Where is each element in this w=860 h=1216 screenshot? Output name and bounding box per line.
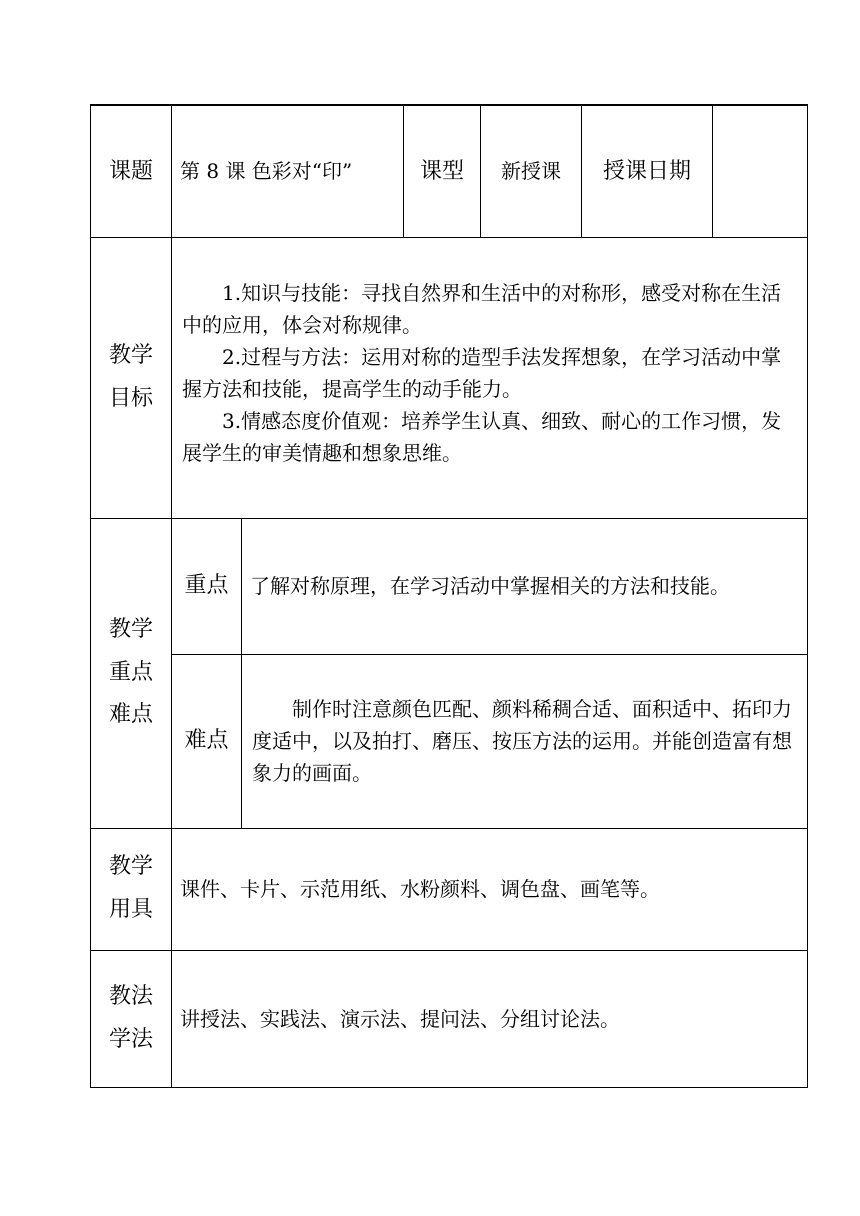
date-value xyxy=(713,105,808,237)
focus-label: 重点 xyxy=(172,518,242,654)
methods-row xyxy=(91,950,808,1087)
goal-item-1: 1.知识与技能：寻找自然界和生活中的对称形，感受对称在生活中的应用，体会对称规律。 xyxy=(182,280,782,337)
goals-label: 教学 目标 xyxy=(91,237,172,518)
type-label: 课型 xyxy=(404,105,481,237)
focus-row xyxy=(91,518,808,654)
goal-item-3: 3.情感态度价值观：培养学生认真、细致、耐心的工作习惯，发展学生的审美情趣和想象思维。 xyxy=(182,408,782,465)
tools-row xyxy=(91,828,808,950)
tools-label: 教学 用具 xyxy=(91,828,172,950)
goals-row xyxy=(91,237,808,518)
methods-label: 教法 学法 xyxy=(91,950,172,1087)
date-label: 授课日期 xyxy=(582,105,713,237)
topic-label: 课题 xyxy=(91,105,172,237)
difficulty-text: 制作时注意颜色匹配、颜料稀稠合适、面积适中、拓印力度适中，以及拍打、磨压、按压方法的运用。并能创造富有想象力的画面。 xyxy=(252,697,792,785)
header-row xyxy=(91,105,808,237)
tools-text: 课件、卡片、示范用纸、水粉颜料、调色盘、画笔等。 xyxy=(172,828,808,950)
type-value: 新授课 xyxy=(481,105,582,237)
difficulty-content xyxy=(242,654,808,828)
topic-value: 第 8 课 色彩对“印” xyxy=(172,105,404,237)
difficulty-label: 难点 xyxy=(172,654,242,828)
difficulty-row xyxy=(91,654,808,828)
key-points-label: 教学 重点 难点 xyxy=(91,518,172,828)
goals-content xyxy=(172,237,808,518)
lesson-plan-table xyxy=(90,104,808,1088)
methods-text: 讲授法、实践法、演示法、提问法、分组讨论法。 xyxy=(172,950,808,1087)
goal-item-2: 2.过程与方法：运用对称的造型手法发挥想象，在学习活动中掌握方法和技能，提高学生的动手能力。 xyxy=(182,344,782,401)
focus-text: 了解对称原理，在学习活动中掌握相关的方法和技能。 xyxy=(242,518,808,654)
